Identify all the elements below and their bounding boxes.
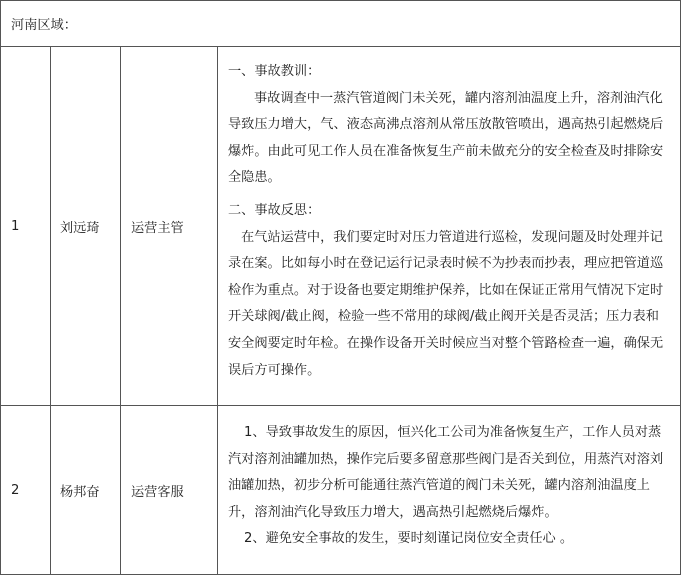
- section-heading-reflection: 二、事故反思：: [228, 202, 321, 218]
- record-content: [218, 406, 681, 575]
- record-content: [218, 47, 681, 406]
- row-index: 1: [1, 47, 51, 406]
- section-body-reflection: 在气站运营中，我们要定时对压力管道进行巡检，发现问题及时处理并记录在案。比如每小时在登记运行记录表时候不为抄表而抄表，理应把管道巡检作为重点。对于设备也要定期维护保养，比如在保证正常用气情况下定时开关球阀/截止阀，检验一些不常用的球阀/截止阀开关是否灵活；压力表和安全阀要定时年检。在操作设备开关时候应当对整个管路检查一遍，确保无误后方可操作。: [228, 229, 664, 378]
- person-role: 运营主管: [121, 47, 218, 406]
- person-name: 杨邦奋: [51, 406, 121, 575]
- section-heading-lessons: 一、事故教训：: [228, 64, 321, 79]
- person-role: 运营客服: [121, 406, 218, 575]
- section-body-lessons: 事故调查中一蒸汽管道阀门未关死，罐内溶剂油温度上升，溶剂油汽化导致压力增大，气、液态高沸点溶剂从常压放散管喷出，遇高热引起燃烧后爆炸。由此可见工作人员在准备恢复生产前未做充分的安全检查及时排除安全隐患。: [228, 90, 664, 186]
- region-row: [1, 1, 681, 47]
- paragraph-prevention: 2、避免安全事故的发生，要时刻谨记岗位安全责任心 。: [244, 531, 574, 547]
- row-index: 2: [1, 406, 51, 575]
- paragraph-cause: 1、导致事故发生的原因，恒兴化工公司为准备恢复生产，工作人员对蒸汽对溶剂油罐加热，操作完后要多留意那些阀门是否关到位，用蒸汽对溶刘油罐加热，初步分析可能通往蒸汽管道的阀门未关死，罐内溶剂油温度上升，溶剂油汽化导致压力增大，遇高热引起燃烧后爆炸。: [228, 425, 664, 520]
- table-row: [1, 47, 681, 406]
- region-label: 河南区域：: [1, 1, 681, 47]
- table-row: [1, 406, 681, 575]
- person-name: 刘远琦: [51, 47, 121, 406]
